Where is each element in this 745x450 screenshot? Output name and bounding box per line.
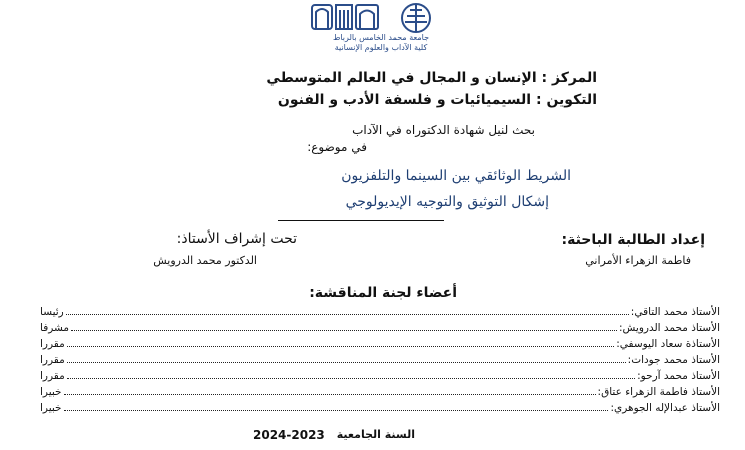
committee-row [40,302,720,318]
academic-year-value: 2024-2023 [253,428,325,442]
member-name: الأستاذ محمد جودات: [627,354,720,366]
logo-text-line2: كلية الآداب والعلوم الإنسانية [334,43,428,52]
member-role: رئيسا [40,306,64,318]
member-name: الأستاذ عبدالإله الجوهري: [610,402,720,414]
member-name: الأستاذة سعاد اليوسفي: [616,338,720,350]
title-underline [278,220,444,221]
committee-heading: أعضاء لجنة المناقشة: [309,285,457,301]
logo-text-line1: جامعة محمد الخامس بالرباط [332,33,430,42]
committee-row [40,366,720,382]
thesis-title-line1: الشريط الوثائقي بين السينما والتلفزيون [341,168,571,184]
member-role: مشرفا [40,322,70,334]
member-name: الأستاذ محمد الدرويش: [618,322,720,334]
dotted-leader [67,361,626,363]
committee-row [40,350,720,366]
intro-line1: بحث لنيل شهادة الدكتوراه في الآداب [352,123,535,137]
member-role: مقررا [40,370,65,382]
member-role: مقررا [40,354,65,366]
thesis-title-line2: إشكال التوثيق والتوجيه الإيديولوجي [345,194,549,210]
dotted-leader [66,313,629,315]
dotted-leader [71,329,617,331]
student-name: فاطمة الزهراء الأمراني [585,254,691,267]
student-label: إعداد الطالبة الباحثة: [561,232,705,248]
dotted-leader [67,377,635,379]
member-role: خبيرا [40,386,62,398]
university-logo [306,2,456,54]
committee-row [40,382,720,398]
dotted-leader [67,345,615,347]
member-role: خبيرا [40,402,62,414]
member-name: الأستاذ محمد آرحو: [637,370,720,382]
committee-row [40,398,720,414]
dotted-leader [64,393,596,395]
academic-year-label: السنة الجامعية [336,428,415,441]
member-name: الأستاذ محمد التاقي: [630,306,720,318]
center-line: المركز : الإنسان و المجال في العالم المتوسطي [266,70,597,86]
formation-line: التكوين : السيميائيات و فلسفة الأدب و الفنون [277,92,597,108]
member-role: مقررا [40,338,65,350]
committee-row [40,318,720,334]
member-name: الأستاذ فاطمة الزهراء عتاق: [597,386,720,398]
committee-row [40,334,720,350]
intro-line2: في موضوع: [307,140,367,154]
supervisor-label: تحت إشراف الأستاذ: [176,231,297,247]
supervisor-name: الدكتور محمد الدرويش [153,254,257,267]
dotted-leader [64,409,609,411]
